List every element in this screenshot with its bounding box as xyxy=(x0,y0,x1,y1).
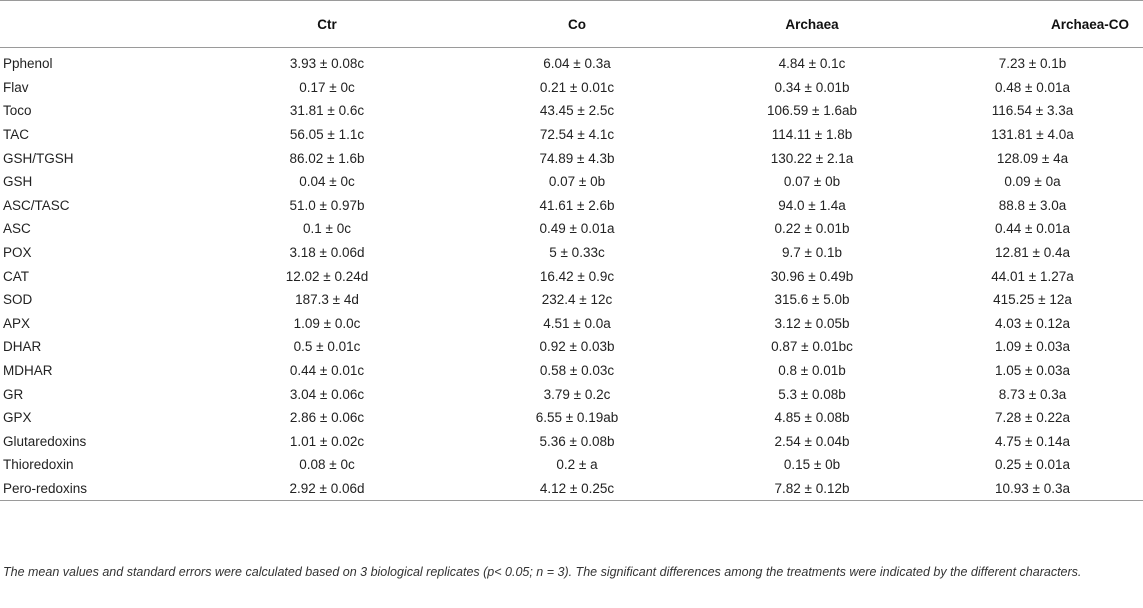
table-row xyxy=(0,48,1143,76)
table-row xyxy=(0,264,1143,288)
table-row xyxy=(0,477,1143,501)
value-cell: 0.25 ± 0.01a xyxy=(995,457,1070,473)
value-cell: 1.09 ± 0.0c xyxy=(293,315,361,331)
value-cell: 232.4 ± 12c xyxy=(541,292,613,308)
row-label-cell: Thioredoxin xyxy=(3,457,74,473)
value-cell: 0.48 ± 0.01a xyxy=(995,79,1070,95)
value-cell: 4.12 ± 0.25c xyxy=(452,477,702,501)
value-cell: 31.81 ± 0.6c xyxy=(289,103,365,119)
row-label-cell: Toco xyxy=(3,103,32,119)
value-cell: 4.03 ± 0.12a xyxy=(995,315,1070,331)
value-cell: 44.01 ± 1.27a xyxy=(991,268,1074,284)
value-cell: 0.49 ± 0.01a xyxy=(539,221,615,237)
value-cell: 94.0 ± 1.4a xyxy=(778,197,846,213)
value-cell: 0.92 ± 0.03b xyxy=(539,339,615,355)
table-footnote: The mean values and standard errors were calculated based on 3 biological replicates (p< 0.05; n = 3). The significant differences among the treatments were indicated by the different characters. xyxy=(3,565,1082,579)
value-cell: 51.0 ± 0.97b xyxy=(289,197,365,213)
value-cell: 0.09 ± 0a xyxy=(1004,174,1061,190)
value-cell: 0.87 ± 0.01bc xyxy=(771,339,853,355)
value-cell: 4.84 ± 0.1c xyxy=(778,56,846,72)
value-cell: 415.25 ± 12a xyxy=(993,292,1072,308)
row-label-cell: TAC xyxy=(3,127,29,143)
value-cell: 10.93 ± 0.3a xyxy=(922,477,1143,501)
value-cell: 3.12 ± 0.05b xyxy=(774,315,850,331)
value-cell: 0.8 ± 0.01b xyxy=(778,363,846,379)
row-label-cell: POX xyxy=(3,245,32,261)
table-row xyxy=(0,76,1143,100)
value-cell: 315.6 ± 5.0b xyxy=(774,292,850,308)
value-cell: 1.05 ± 0.03a xyxy=(995,363,1070,379)
value-cell: 5 ± 0.33c xyxy=(549,245,605,261)
value-cell: 7.82 ± 0.12b xyxy=(702,477,922,501)
value-cell: 4.51 ± 0.0a xyxy=(543,315,611,331)
value-cell: 0.58 ± 0.03c xyxy=(539,363,615,379)
value-cell: 7.28 ± 0.22a xyxy=(995,410,1070,426)
header-cell-archaea: Archaea xyxy=(702,1,922,48)
table-body xyxy=(0,48,1143,501)
value-cell: 43.45 ± 2.5c xyxy=(539,103,615,119)
row-label-cell: GR xyxy=(3,386,24,402)
table-row xyxy=(0,335,1143,359)
table-row xyxy=(0,217,1143,241)
row-label-cell: Flav xyxy=(3,79,29,95)
value-cell: 3.79 ± 0.2c xyxy=(543,386,611,402)
table-row xyxy=(0,241,1143,265)
value-cell: 5.36 ± 0.08b xyxy=(539,433,615,449)
row-label-cell: Pphenol xyxy=(3,56,53,72)
value-cell: 131.81 ± 4.0a xyxy=(991,127,1074,143)
value-cell: 0.44 ± 0.01c xyxy=(289,363,365,379)
value-cell: 16.42 ± 0.9c xyxy=(539,268,615,284)
header-cell-row-label xyxy=(0,1,202,48)
header-row xyxy=(0,1,1143,48)
value-cell: 72.54 ± 4.1c xyxy=(539,127,615,143)
value-cell: 1.09 ± 0.03a xyxy=(995,339,1070,355)
value-cell: 7.23 ± 0.1b xyxy=(998,56,1067,72)
value-cell: 0.44 ± 0.01a xyxy=(995,221,1070,237)
row-label-cell: ASC/TASC xyxy=(3,197,70,213)
row-label-cell: APX xyxy=(3,315,31,331)
value-cell: 1.01 ± 0.02c xyxy=(289,433,365,449)
value-cell: 0.5 ± 0.01c xyxy=(293,339,361,355)
value-cell: 0.17 ± 0c xyxy=(299,79,355,95)
value-cell: 106.59 ± 1.6ab xyxy=(767,103,857,119)
value-cell: 116.54 ± 3.3a xyxy=(991,103,1074,119)
row-label-cell: SOD xyxy=(3,292,33,308)
table-row xyxy=(0,312,1143,336)
table-row xyxy=(0,430,1143,454)
value-cell: 6.55 ± 0.19ab xyxy=(535,410,619,426)
header-cell-archaea-co: Archaea-CO xyxy=(922,1,1143,48)
value-cell: 114.11 ± 1.8b xyxy=(771,127,853,143)
value-cell: 4.85 ± 0.08b xyxy=(774,410,850,426)
value-cell: 5.3 ± 0.08b xyxy=(778,386,846,402)
value-cell: 0.04 ± 0c xyxy=(299,174,355,190)
value-cell: 8.73 ± 0.3a xyxy=(998,386,1067,402)
header-cell-ctr: Ctr xyxy=(202,1,452,48)
row-label-cell: GSH/TGSH xyxy=(3,150,74,166)
value-cell: 6.04 ± 0.3a xyxy=(543,56,611,72)
value-cell: 0.2 ± a xyxy=(556,457,598,473)
value-cell: 0.34 ± 0.01b xyxy=(774,79,850,95)
row-label-cell: GPX xyxy=(3,410,32,426)
table-row xyxy=(0,194,1143,218)
value-cell: 0.22 ± 0.01b xyxy=(774,221,850,237)
row-label-cell: GSH xyxy=(3,174,33,190)
value-cell: 3.93 ± 0.08c xyxy=(289,56,365,72)
value-cell: 0.07 ± 0b xyxy=(548,174,606,190)
row-label-cell: Glutaredoxins xyxy=(3,433,87,449)
table-row xyxy=(0,359,1143,383)
table-row xyxy=(0,453,1143,477)
value-cell: 86.02 ± 1.6b xyxy=(289,150,365,166)
value-cell: 2.54 ± 0.04b xyxy=(774,433,850,449)
value-cell: 4.75 ± 0.14a xyxy=(995,433,1070,449)
table-row xyxy=(0,288,1143,312)
value-cell: 56.05 ± 1.1c xyxy=(289,127,365,143)
value-cell: 2.92 ± 0.06d xyxy=(202,477,452,501)
row-label-cell: MDHAR xyxy=(3,363,53,379)
value-cell: 9.7 ± 0.1b xyxy=(782,245,842,261)
value-cell: 0.21 ± 0.01c xyxy=(539,79,615,95)
table-row xyxy=(0,146,1143,170)
table-row xyxy=(0,170,1143,194)
value-cell: 0.08 ± 0c xyxy=(299,457,355,473)
row-label-cell: DHAR xyxy=(3,339,42,355)
table-row xyxy=(0,99,1143,123)
row-label-cell: CAT xyxy=(3,268,29,284)
value-cell: 130.22 ± 2.1a xyxy=(770,150,854,166)
header-cell-co: Co xyxy=(452,1,702,48)
value-cell: 2.86 ± 0.06c xyxy=(289,410,365,426)
value-cell: 30.96 ± 0.49b xyxy=(770,268,854,284)
value-cell: 128.09 ± 4a xyxy=(996,150,1069,166)
value-cell: 0.1 ± 0c xyxy=(303,221,351,237)
table-row xyxy=(0,382,1143,406)
value-cell: 41.61 ± 2.6b xyxy=(539,197,615,213)
table-row xyxy=(0,123,1143,147)
value-cell: 0.15 ± 0b xyxy=(783,457,841,473)
table-row xyxy=(0,406,1143,430)
value-cell: 74.89 ± 4.3b xyxy=(539,150,615,166)
row-label-cell: ASC xyxy=(3,221,31,237)
value-cell: 12.02 ± 0.24d xyxy=(285,268,369,284)
value-cell: 12.81 ± 0.4a xyxy=(995,245,1070,261)
value-cell: 187.3 ± 4d xyxy=(295,292,359,308)
value-cell: 0.07 ± 0b xyxy=(783,174,841,190)
row-label-cell: Pero-redoxins xyxy=(0,477,202,501)
value-cell: 3.04 ± 0.06c xyxy=(289,386,365,402)
value-cell: 3.18 ± 0.06d xyxy=(289,245,365,261)
value-cell: 88.8 ± 3.0a xyxy=(998,197,1067,213)
